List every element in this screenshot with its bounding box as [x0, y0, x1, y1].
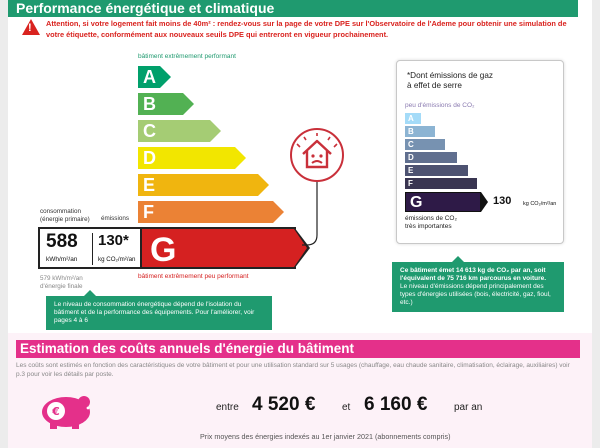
final-energy-label: 579 kWh/m²/an d'énergie finale	[40, 275, 83, 290]
sad-house-icon	[290, 128, 344, 182]
scale-bottom-caption: bâtiment extrêmement peu performant	[138, 273, 249, 280]
energy-unit: kWh/m²/an	[46, 256, 78, 263]
ges-unit: kg CO₂/m²/an	[98, 256, 136, 263]
ges-title: *Dont émissions de gaz à effet de serre	[407, 71, 494, 90]
ges-band-g-current: G	[405, 192, 481, 212]
cost-between-word: entre	[216, 402, 239, 413]
svg-text:€: €	[52, 405, 60, 418]
ges-band-f: F	[405, 178, 477, 189]
ges-card-value: 130	[493, 195, 512, 207]
cost-high: 6 160 €	[364, 394, 428, 415]
scale-top-caption: bâtiment extrêmement performant	[138, 53, 236, 60]
consumption-label: consommation (énergie primaire)	[40, 208, 90, 223]
ges-card-unit: kg CO₂/m²/an	[523, 201, 557, 207]
section-title-performance: Performance énergétique et climatique	[8, 0, 578, 17]
energy-band-d: D	[138, 147, 235, 169]
emissions-label: émissions	[101, 215, 129, 222]
section-title-costs: Estimation des coûts annuels d'énergie du bâtiment	[16, 340, 580, 358]
cost-per-year: par an	[454, 402, 483, 413]
energy-band-f: F	[138, 201, 273, 223]
ges-band-e: E	[405, 165, 468, 176]
warning-icon: !	[22, 19, 40, 35]
cost-description: Les coûts sont estimés en fonction des caractéristiques de votre bâtiment et pour une utilisation standard sur 5 usages (chauffage, eau chaude sanitaire, climatisation, éclairage, auxiliaires) voir p.3 pour voir les détails par poste.	[16, 362, 570, 378]
ges-band-b: B	[405, 126, 435, 137]
ges-band-c: C	[405, 139, 445, 150]
ges-scale-card	[396, 60, 564, 244]
ges-band-g-arrow	[481, 192, 488, 212]
energy-band-b: B	[138, 93, 183, 115]
warning-text: Attention, si votre logement fait moins de 40m² : rendez-vous sur la page de votre DPE sur l'Observatoire de l'Ademe pour obtenir une simulation de votre étiquette, conformément aux nouveaux seuils DPE qui entreront en vigueur prochainement.	[46, 19, 567, 39]
energy-band-e: E	[138, 174, 258, 196]
piggy-bank-icon	[36, 390, 100, 430]
ges-band-a: A	[405, 113, 421, 124]
energy-band-a: A	[138, 66, 160, 88]
ges-band-d: D	[405, 152, 457, 163]
energy-info-callout: Le niveau de consommation énergétique dépend de l'isolation du bâtiment et de la performance des équipements. Pour l'améliorer, voir pages 4 à 6	[46, 296, 272, 330]
energy-value: 588	[46, 231, 78, 252]
ges-info-callout: Ce bâtiment émet 14 613 kg de CO₂ par an, soit l'équivalent de 75 716 km parcourus en voiture. Le niveau d'émissions dépend principalement des types d'énergies utilisées (bois, électricité, gaz, fioul, etc.)	[392, 262, 564, 312]
energy-value-box	[38, 227, 140, 269]
value-separator	[92, 233, 93, 265]
ges-top-caption: peu d'émissions de CO₂	[405, 102, 475, 109]
ges-value: 130*	[98, 232, 129, 249]
energy-band-g-current: G	[140, 227, 296, 269]
cost-range	[210, 390, 580, 414]
cost-and-word: et	[342, 402, 351, 413]
price-note: Prix moyens des énergies indexés au 1er janvier 2021 (abonnements compris)	[200, 432, 451, 441]
ges-bottom-caption: émissions de CO₂ très importantes	[405, 215, 458, 230]
connector-line	[290, 175, 330, 255]
cost-low: 4 520 €	[252, 394, 316, 415]
energy-band-c: C	[138, 120, 210, 142]
